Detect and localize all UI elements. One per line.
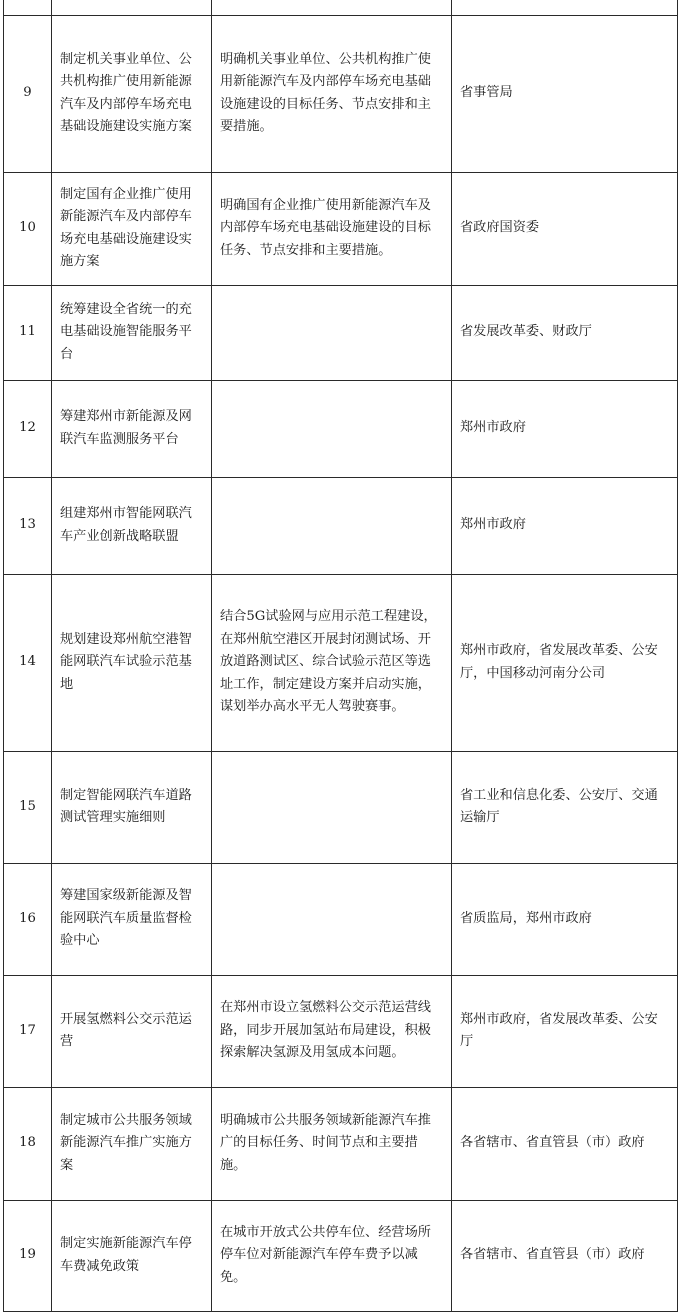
table-row-stub <box>4 0 678 15</box>
table-row <box>4 863 678 975</box>
content-cell: 结合5G试验网与应用示范工程建设，在郑州航空港区开展封闭测试场、开放道路测试区、综合试验示范区等选址工作，制定建设方案并启动实施，谋划举办高水平无人驾驶赛事。 <box>212 574 452 751</box>
row-number: 15 <box>4 751 52 863</box>
table-row <box>4 1200 678 1311</box>
row-number: 17 <box>4 975 52 1087</box>
responsible-unit-cell: 各省辖市、省直管县（市）政府 <box>452 1200 678 1311</box>
table-row <box>4 380 678 477</box>
table-row <box>4 477 678 574</box>
task-cell: 制定城市公共服务领域新能源汽车推广实施方案 <box>52 1087 212 1200</box>
row-number: 14 <box>4 574 52 751</box>
content-cell <box>212 380 452 477</box>
responsible-unit-cell: 郑州市政府 <box>452 477 678 574</box>
task-cell: 筹建郑州市新能源及网联汽车监测服务平台 <box>52 380 212 477</box>
responsible-unit-cell: 省质监局，郑州市政府 <box>452 863 678 975</box>
task-cell: 制定机关事业单位、公共机构推广使用新能源汽车及内部停车场充电基础设施建设实施方案 <box>52 15 212 172</box>
responsible-unit-cell: 郑州市政府 <box>452 380 678 477</box>
row-number: 10 <box>4 172 52 285</box>
responsible-unit-cell: 郑州市政府，省发展改革委、公安厅 <box>452 975 678 1087</box>
responsible-unit-cell: 省发展改革委、财政厅 <box>452 285 678 380</box>
stub-cell <box>52 0 212 15</box>
stub-cell <box>4 0 52 15</box>
responsible-unit-cell: 各省辖市、省直管县（市）政府 <box>452 1087 678 1200</box>
content-cell <box>212 863 452 975</box>
content-cell <box>212 751 452 863</box>
table-row <box>4 15 678 172</box>
stub-cell <box>452 0 678 15</box>
table-row <box>4 1087 678 1200</box>
table-row <box>4 751 678 863</box>
table-row <box>4 285 678 380</box>
row-number: 18 <box>4 1087 52 1200</box>
row-number: 9 <box>4 15 52 172</box>
row-number: 11 <box>4 285 52 380</box>
stub-cell <box>212 0 452 15</box>
content-cell: 在城市开放式公共停车位、经营场所停车位对新能源汽车停车费予以减免。 <box>212 1200 452 1311</box>
task-table <box>3 0 678 1312</box>
content-cell <box>212 285 452 380</box>
responsible-unit-cell: 省工业和信息化委、公安厅、交通运输厅 <box>452 751 678 863</box>
task-cell: 制定智能网联汽车道路测试管理实施细则 <box>52 751 212 863</box>
table-row <box>4 172 678 285</box>
task-cell: 组建郑州市智能网联汽车产业创新战略联盟 <box>52 477 212 574</box>
table-row <box>4 975 678 1087</box>
content-cell: 明确国有企业推广使用新能源汽车及内部停车场充电基础设施建设的目标任务、节点安排和主要措施。 <box>212 172 452 285</box>
task-cell: 筹建国家级新能源及智能网联汽车质量监督检验中心 <box>52 863 212 975</box>
responsible-unit-cell: 郑州市政府，省发展改革委、公安厅，中国移动河南分公司 <box>452 574 678 751</box>
content-cell <box>212 477 452 574</box>
responsible-unit-cell: 省事管局 <box>452 15 678 172</box>
row-number: 19 <box>4 1200 52 1311</box>
content-cell: 明确城市公共服务领域新能源汽车推广的目标任务、时间节点和主要措施。 <box>212 1087 452 1200</box>
table-row <box>4 574 678 751</box>
row-number: 12 <box>4 380 52 477</box>
content-cell: 在郑州市设立氢燃料公交示范运营线路，同步开展加氢站布局建设，积极探索解决氢源及用氢成本问题。 <box>212 975 452 1087</box>
content-cell: 明确机关事业单位、公共机构推广使用新能源汽车及内部停车场充电基础设施建设的目标任务、节点安排和主要措施。 <box>212 15 452 172</box>
task-cell: 制定实施新能源汽车停车费减免政策 <box>52 1200 212 1311</box>
task-cell: 开展氢燃料公交示范运营 <box>52 975 212 1087</box>
task-cell: 制定国有企业推广使用新能源汽车及内部停车场充电基础设施建设实施方案 <box>52 172 212 285</box>
row-number: 16 <box>4 863 52 975</box>
task-cell: 统筹建设全省统一的充电基础设施智能服务平台 <box>52 285 212 380</box>
responsible-unit-cell: 省政府国资委 <box>452 172 678 285</box>
task-cell: 规划建设郑州航空港智能网联汽车试验示范基地 <box>52 574 212 751</box>
row-number: 13 <box>4 477 52 574</box>
